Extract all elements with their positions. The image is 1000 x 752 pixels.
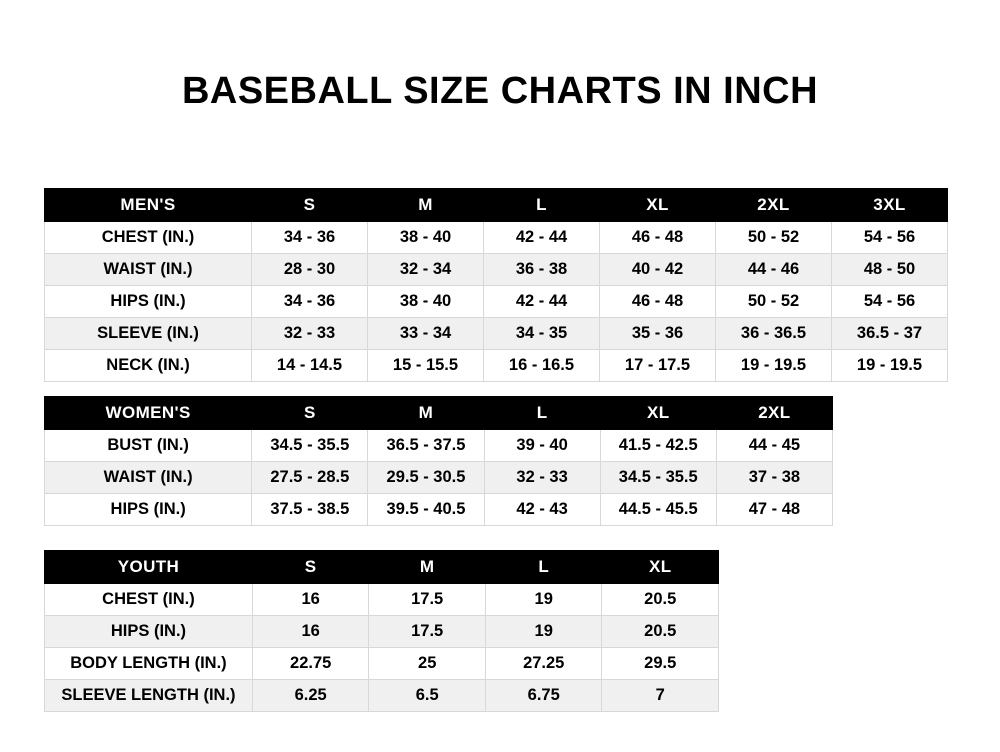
cell-value: 17.5 <box>369 584 486 616</box>
column-header-m: M <box>368 189 484 222</box>
column-header-category: MEN'S <box>45 189 252 222</box>
womens-table-body <box>45 430 833 526</box>
cell-value: 39 - 40 <box>484 430 600 462</box>
cell-value: 42 - 44 <box>484 286 600 318</box>
row-label: HIPS (IN.) <box>45 494 252 526</box>
mens-table-body <box>45 222 948 382</box>
cell-value: 19 <box>485 616 602 648</box>
cell-value: 34 - 36 <box>252 222 368 254</box>
cell-value: 27.5 - 28.5 <box>252 462 368 494</box>
row-label: BUST (IN.) <box>45 430 252 462</box>
cell-value: 33 - 34 <box>368 318 484 350</box>
cell-value: 36 - 38 <box>484 254 600 286</box>
row-label: NECK (IN.) <box>45 350 252 382</box>
cell-value: 46 - 48 <box>600 222 716 254</box>
cell-value: 25 <box>369 648 486 680</box>
column-header-2xl: 2XL <box>716 189 832 222</box>
cell-value: 19 <box>485 584 602 616</box>
cell-value: 19 - 19.5 <box>832 350 948 382</box>
cell-value: 39.5 - 40.5 <box>368 494 484 526</box>
column-header-category: WOMEN'S <box>45 397 252 430</box>
cell-value: 20.5 <box>602 616 719 648</box>
womens-table-header <box>45 397 833 430</box>
column-header-m: M <box>368 397 484 430</box>
row-label: WAIST (IN.) <box>45 462 252 494</box>
cell-value: 37.5 - 38.5 <box>252 494 368 526</box>
table-row <box>45 350 948 382</box>
row-label: HIPS (IN.) <box>45 286 252 318</box>
youth-size-table <box>44 550 719 712</box>
row-label: WAIST (IN.) <box>45 254 252 286</box>
cell-value: 16 - 16.5 <box>484 350 600 382</box>
cell-value: 41.5 - 42.5 <box>600 430 716 462</box>
womens-size-table <box>44 396 833 526</box>
table-header-row <box>45 189 948 222</box>
cell-value: 34 - 35 <box>484 318 600 350</box>
row-label: CHEST (IN.) <box>45 584 253 616</box>
cell-value: 36 - 36.5 <box>716 318 832 350</box>
column-header-s: S <box>252 551 369 584</box>
cell-value: 35 - 36 <box>600 318 716 350</box>
column-header-2xl: 2XL <box>716 397 832 430</box>
table-row <box>45 680 719 712</box>
cell-value: 6.25 <box>252 680 369 712</box>
cell-value: 20.5 <box>602 584 719 616</box>
column-header-xl: XL <box>602 551 719 584</box>
cell-value: 19 - 19.5 <box>716 350 832 382</box>
cell-value: 34.5 - 35.5 <box>600 462 716 494</box>
column-header-l: L <box>484 189 600 222</box>
cell-value: 48 - 50 <box>832 254 948 286</box>
table-row <box>45 648 719 680</box>
table-row <box>45 430 833 462</box>
cell-value: 34.5 - 35.5 <box>252 430 368 462</box>
cell-value: 34 - 36 <box>252 286 368 318</box>
cell-value: 50 - 52 <box>716 286 832 318</box>
table-row <box>45 584 719 616</box>
youth-table-header <box>45 551 719 584</box>
cell-value: 50 - 52 <box>716 222 832 254</box>
cell-value: 29.5 <box>602 648 719 680</box>
column-header-3xl: 3XL <box>832 189 948 222</box>
cell-value: 6.75 <box>485 680 602 712</box>
column-header-s: S <box>252 397 368 430</box>
cell-value: 22.75 <box>252 648 369 680</box>
mens-table-header <box>45 189 948 222</box>
cell-value: 15 - 15.5 <box>368 350 484 382</box>
youth-table-body <box>45 584 719 712</box>
table-row <box>45 222 948 254</box>
cell-value: 36.5 - 37 <box>832 318 948 350</box>
table-header-row <box>45 551 719 584</box>
cell-value: 54 - 56 <box>832 222 948 254</box>
cell-value: 32 - 34 <box>368 254 484 286</box>
cell-value: 16 <box>252 584 369 616</box>
cell-value: 44 - 46 <box>716 254 832 286</box>
column-header-xl: XL <box>600 397 716 430</box>
cell-value: 7 <box>602 680 719 712</box>
row-label: BODY LENGTH (IN.) <box>45 648 253 680</box>
row-label: HIPS (IN.) <box>45 616 253 648</box>
table-row <box>45 254 948 286</box>
cell-value: 14 - 14.5 <box>252 350 368 382</box>
page-title: BASEBALL SIZE CHARTS IN INCH <box>181 70 819 112</box>
cell-value: 28 - 30 <box>252 254 368 286</box>
table-row <box>45 616 719 648</box>
cell-value: 44 - 45 <box>716 430 832 462</box>
mens-size-table <box>44 188 948 382</box>
row-label: CHEST (IN.) <box>45 222 252 254</box>
row-label: SLEEVE (IN.) <box>45 318 252 350</box>
column-header-l: L <box>484 397 600 430</box>
cell-value: 6.5 <box>369 680 486 712</box>
cell-value: 17 - 17.5 <box>600 350 716 382</box>
table-row <box>45 462 833 494</box>
cell-value: 38 - 40 <box>368 286 484 318</box>
cell-value: 54 - 56 <box>832 286 948 318</box>
cell-value: 16 <box>252 616 369 648</box>
column-header-category: YOUTH <box>45 551 253 584</box>
cell-value: 40 - 42 <box>600 254 716 286</box>
column-header-s: S <box>252 189 368 222</box>
cell-value: 17.5 <box>369 616 486 648</box>
cell-value: 47 - 48 <box>716 494 832 526</box>
cell-value: 32 - 33 <box>484 462 600 494</box>
cell-value: 32 - 33 <box>252 318 368 350</box>
cell-value: 42 - 44 <box>484 222 600 254</box>
column-header-xl: XL <box>600 189 716 222</box>
cell-value: 27.25 <box>485 648 602 680</box>
table-header-row <box>45 397 833 430</box>
cell-value: 29.5 - 30.5 <box>368 462 484 494</box>
cell-value: 38 - 40 <box>368 222 484 254</box>
cell-value: 37 - 38 <box>716 462 832 494</box>
table-row <box>45 318 948 350</box>
cell-value: 44.5 - 45.5 <box>600 494 716 526</box>
row-label: SLEEVE LENGTH (IN.) <box>45 680 253 712</box>
cell-value: 46 - 48 <box>600 286 716 318</box>
cell-value: 36.5 - 37.5 <box>368 430 484 462</box>
column-header-m: M <box>369 551 486 584</box>
column-header-l: L <box>485 551 602 584</box>
table-row <box>45 494 833 526</box>
cell-value: 42 - 43 <box>484 494 600 526</box>
table-row <box>45 286 948 318</box>
